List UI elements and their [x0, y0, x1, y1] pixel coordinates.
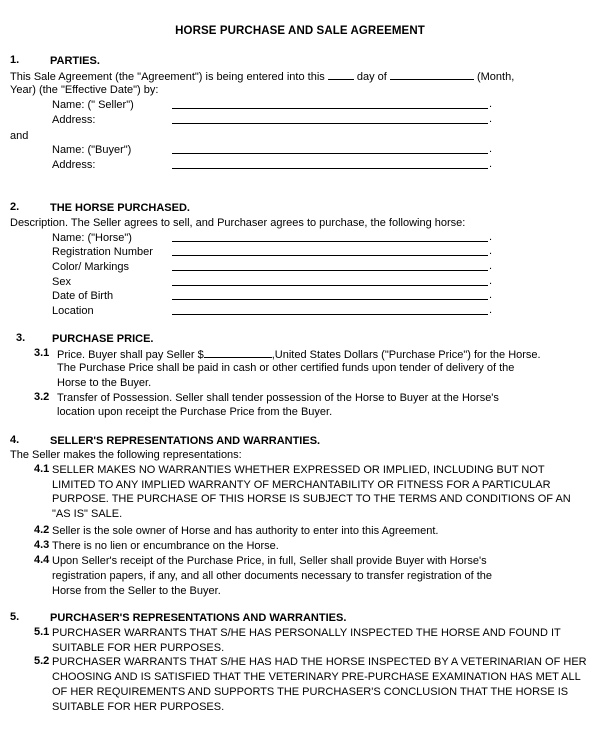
- item-4-2-line: Seller is the sole owner of Horse and has authority to enter into this Agreement.: [52, 525, 439, 537]
- item-5-1-number: 5.1: [34, 626, 50, 638]
- date-of-birth-field[interactable]: [172, 299, 488, 300]
- price-text-2: ,United States Dollars ("Purchase Price") for the Horse.: [271, 349, 541, 361]
- color-markings-field[interactable]: [172, 270, 488, 271]
- parties-month: (Month,: [476, 71, 515, 83]
- buyer-name-period: .: [489, 143, 493, 155]
- month-blank[interactable]: [390, 69, 474, 80]
- item-5-2-line-3: OF HER REQUIREMENTS AND SUPPORTS THE PURCHASER'S CONCLUSION THAT THE HORSE IS: [52, 686, 569, 698]
- item-5-1-line-2: SUITABLE FOR HER PURPOSES.: [52, 642, 225, 654]
- section-5-heading: PURCHASER'S REPRESENTATIONS AND WARRANTIES.: [50, 612, 347, 624]
- parties-intro-text: This Sale Agreement (the "Agreement") is being entered into this: [10, 71, 325, 83]
- item-4-4-line-3: Horse from the Seller to the Buyer.: [52, 585, 221, 597]
- item-5-1-line-1: PURCHASER WARRANTS THAT S/HE HAS PERSONALLY INSPECTED THE HORSE AND FOUND IT: [52, 627, 561, 639]
- section-4-number: 4.: [10, 434, 20, 446]
- item-3-1-line-3: Horse to the Buyer.: [57, 377, 152, 389]
- item-4-4-line-1: Upon Seller's receipt of the Purchase Price, in full, Seller shall provide Buyer with Horse's: [52, 555, 487, 567]
- item-4-4-line-2: registration papers, if any, and all other documents necessary to transfer registration of the: [52, 570, 493, 582]
- section-5-number: 5.: [10, 611, 20, 623]
- seller-name-label: Name: (" Seller"): [52, 99, 134, 111]
- horse-name-label: Name: ("Horse"): [52, 232, 132, 244]
- section-1-number: 1.: [10, 54, 20, 66]
- sex-label: Sex: [52, 276, 71, 288]
- item-5-2-number: 5.2: [34, 655, 50, 667]
- sex-period: .: [489, 275, 493, 287]
- day-blank[interactable]: [328, 69, 354, 80]
- horse-name-period: .: [489, 231, 493, 243]
- item-3-1-line-1: [57, 347, 541, 362]
- document-title: HORSE PURCHASE AND SALE AGREEMENT: [175, 25, 425, 37]
- and-label: and: [10, 130, 29, 142]
- item-4-1-line-4: "AS IS" SALE.: [52, 508, 123, 520]
- location-field[interactable]: [172, 314, 488, 315]
- color-markings-period: .: [489, 260, 493, 272]
- buyer-name-field[interactable]: [172, 153, 488, 154]
- registration-number-label: Registration Number: [52, 246, 153, 258]
- item-5-2-line-1: PURCHASER WARRANTS THAT S/HE HAS HAD THE HORSE INSPECTED BY A VETERINARIAN OF HER: [52, 656, 587, 668]
- section-4-heading: SELLER'S REPRESENTATIONS AND WARRANTIES.: [50, 435, 321, 447]
- price-blank[interactable]: [204, 347, 272, 358]
- date-of-birth-label: Date of Birth: [52, 290, 114, 302]
- seller-address-label: Address:: [52, 114, 96, 126]
- item-4-4-number: 4.4: [34, 554, 50, 566]
- date-of-birth-period: .: [489, 289, 493, 301]
- item-4-3-line: There is no lien or encumbrance on the Horse.: [52, 540, 279, 552]
- item-3-2-line-1: Transfer of Possession. Seller shall tender possession of the Horse to Buyer at the Horse's: [57, 392, 499, 404]
- sex-field[interactable]: [172, 285, 488, 286]
- item-4-2-number: 4.2: [34, 524, 50, 536]
- item-4-1-line-2: LIMITED TO ANY IMPLIED WARRANTY OF MERCHANTABILITY OR FITNESS FOR A PARTICULAR: [52, 479, 551, 491]
- horse-description: Description. The Seller agrees to sell, and Purchaser agrees to purchase, the following horse:: [10, 217, 466, 229]
- item-4-1-line-3: PURPOSE. THE PURCHASE OF THIS HORSE IS SUBJECT TO THE TERMS AND CONDITIONS OF AN: [52, 493, 571, 505]
- item-3-1-line-2: The Purchase Price shall be paid in cash or other certified funds upon tender of delivery of the: [57, 362, 515, 374]
- seller-address-field[interactable]: [172, 123, 488, 124]
- item-3-2-line-2: location upon receipt the Purchase Price from the Buyer.: [57, 406, 333, 418]
- color-markings-label: Color/ Markings: [52, 261, 130, 273]
- buyer-address-period: .: [489, 158, 493, 170]
- item-3-2-number: 3.2: [34, 391, 50, 403]
- section-2-heading: THE HORSE PURCHASED.: [50, 202, 190, 214]
- item-5-2-line-2: CHOOSING AND IS SATISFIED THAT THE VETERINARY PRE-PURCHASE EXAMINATION HAS MET ALL: [52, 671, 581, 683]
- item-4-1-number: 4.1: [34, 463, 50, 475]
- parties-day-of: day of: [356, 71, 387, 83]
- seller-name-field[interactable]: [172, 108, 488, 109]
- item-3-1-number: 3.1: [34, 347, 50, 359]
- item-5-2-line-4: SUITABLE FOR HER PURPOSES.: [52, 701, 225, 713]
- section-3-number: 3.: [16, 332, 26, 344]
- item-4-1-line-1: SELLER MAKES NO WARRANTIES WHETHER EXPRESSED OR IMPLIED, INCLUDING BUT NOT: [52, 464, 545, 476]
- parties-intro-2: Year) (the "Effective Date") by:: [10, 84, 159, 96]
- buyer-address-field[interactable]: [172, 168, 488, 169]
- section-3-heading: PURCHASE PRICE.: [52, 333, 154, 345]
- seller-address-period: .: [489, 113, 493, 125]
- horse-name-field[interactable]: [172, 241, 488, 242]
- registration-number-field[interactable]: [172, 255, 488, 256]
- location-period: .: [489, 304, 493, 316]
- item-4-3-number: 4.3: [34, 539, 50, 551]
- buyer-address-label: Address:: [52, 159, 96, 171]
- seller-name-period: .: [489, 98, 493, 110]
- section-2-number: 2.: [10, 201, 20, 213]
- section-1-heading: PARTIES.: [50, 55, 100, 67]
- parties-intro: [10, 69, 514, 84]
- buyer-name-label: Name: ("Buyer"): [52, 144, 132, 156]
- registration-number-period: .: [489, 245, 493, 257]
- location-label: Location: [52, 305, 94, 317]
- price-text: Price. Buyer shall pay Seller $: [57, 349, 204, 361]
- section-4-intro: The Seller makes the following representations:: [10, 449, 242, 461]
